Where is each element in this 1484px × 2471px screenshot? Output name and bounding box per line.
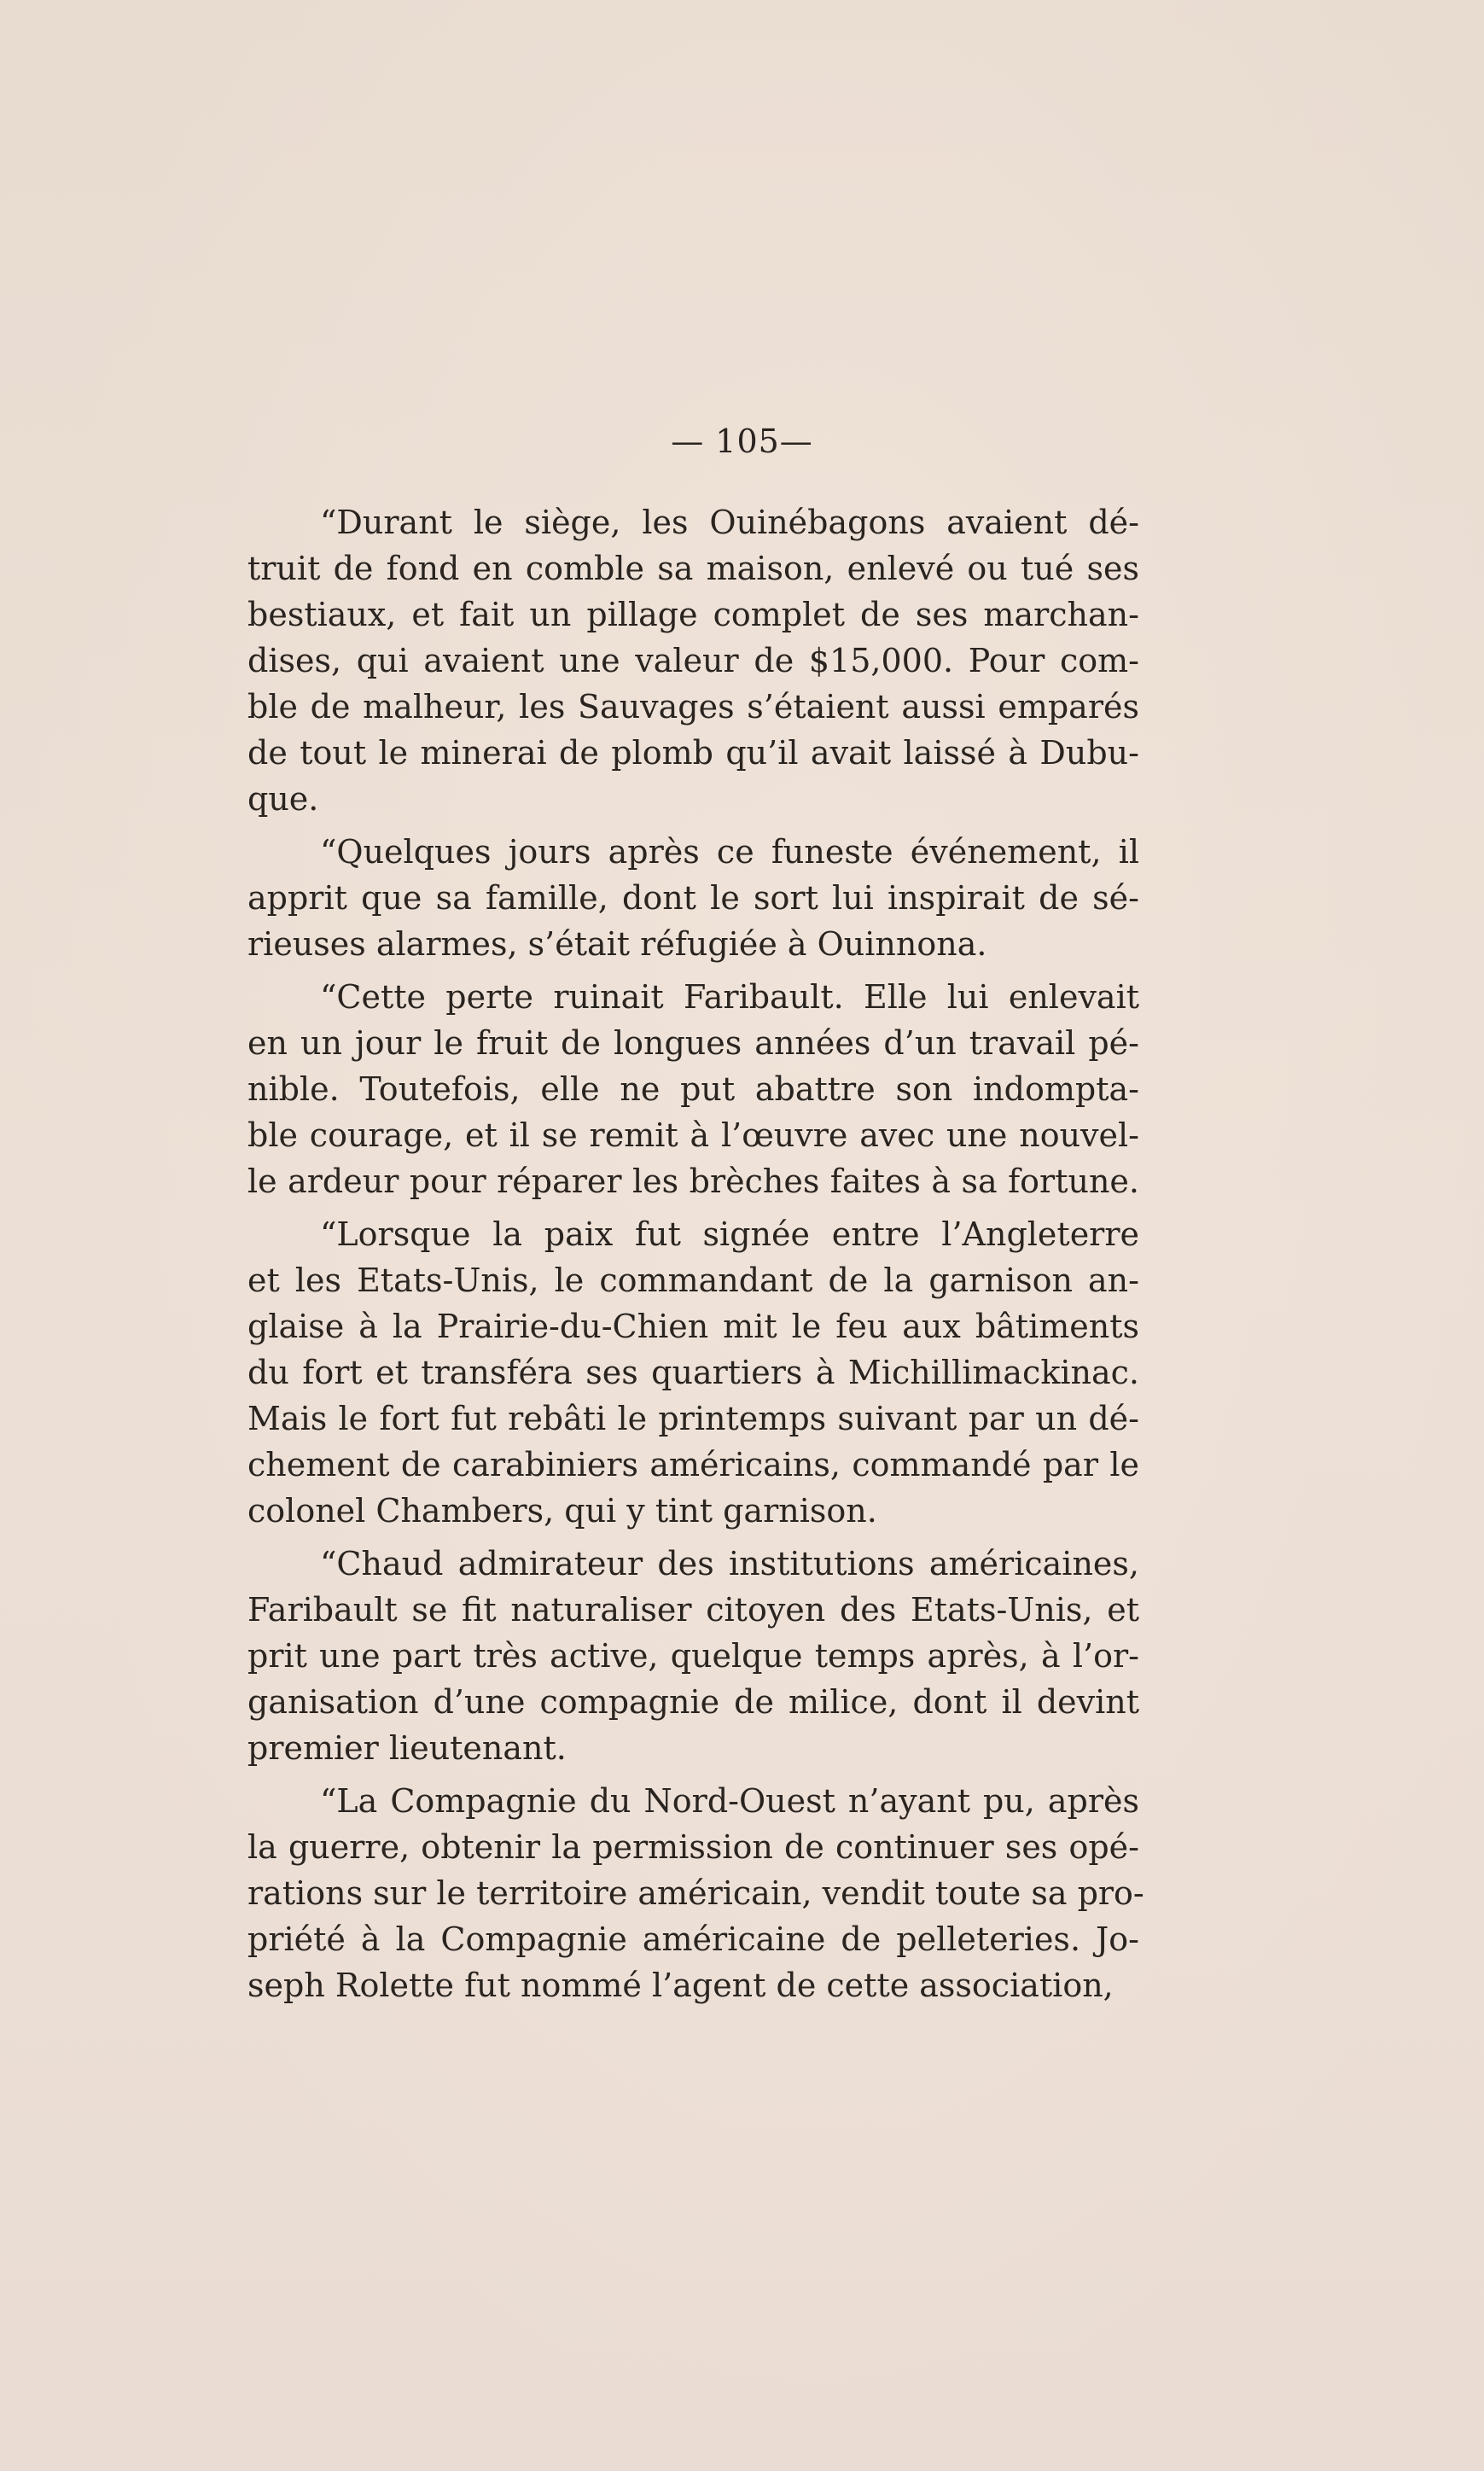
text-line: bestiaux, et fait un pillage complet de ses marchan-: [247, 596, 1139, 633]
text-line: ble courage, et il se remit à l’œuvre avec une nouvel-: [247, 1116, 1139, 1154]
text-line: la guerre, obtenir la permission de continuer ses opé-: [247, 1828, 1139, 1866]
text-line: chement de carabiniers américains, commandé par le: [247, 1446, 1139, 1483]
paragraph: [247, 499, 1139, 822]
text-line: dises, qui avaient une valeur de $15,000. Pour com-: [247, 642, 1139, 679]
text-line: du fort et transféra ses quartiers à Michillimackinac.: [247, 1354, 1139, 1391]
text-line: ganisation d’une compagnie de milice, dont il devint: [247, 1683, 1139, 1721]
text-line: seph Rolette fut nommé l’agent de cette association,: [247, 1967, 1114, 2004]
text-line: ble de malheur, les Sauvages s’étaient aussi emparés: [247, 688, 1139, 726]
paragraph: [247, 829, 1139, 967]
text-line: truit de fond en comble sa maison, enlevé ou tué ses: [247, 550, 1139, 587]
paragraph: [247, 1778, 1144, 2008]
text-line: glaise à la Prairie-du-Chien mit le feu aux bâtiments: [247, 1308, 1139, 1345]
text-line: prit une part très active, quelque temps après, à l’or-: [247, 1637, 1139, 1675]
text-line: “Cette perte ruinait Faribault. Elle lui enlevait: [320, 978, 1139, 1016]
text-line: et les Etats-Unis, le commandant de la garnison an-: [247, 1262, 1139, 1299]
text-line: en un jour le fruit de longues années d’un travail pé-: [247, 1024, 1139, 1062]
text-line: Faribault se fit naturaliser citoyen des Etats-Unis, et: [247, 1591, 1139, 1629]
text-line: apprit que sa famille, dont le sort lui inspirait de sé-: [247, 879, 1139, 917]
text-line: “La Compagnie du Nord-Ouest n’ayant pu, après: [320, 1782, 1139, 1820]
text-line: rations sur le territoire américain, vendit toute sa pro-: [247, 1874, 1144, 1912]
text-line: “Quelques jours après ce funeste événement, il: [320, 833, 1139, 871]
text-line: que.: [247, 780, 319, 818]
paragraph: [247, 974, 1139, 1204]
paragraph: [247, 1211, 1139, 1534]
text-line: rieuses alarmes, s’était réfugiée à Ouinnona.: [247, 925, 987, 963]
text-line: priété à la Compagnie américaine de pelleteries. Jo-: [247, 1920, 1139, 1958]
text-line: “Durant le siège, les Ouinébagons avaient dé-: [320, 504, 1139, 541]
text-line: Mais le fort fut rebâti le printemps suivant par un dé-: [247, 1400, 1139, 1437]
page-number: — 105—: [671, 423, 813, 460]
text-line: colonel Chambers, qui y tint garnison.: [247, 1492, 877, 1530]
text-line: premier lieutenant.: [247, 1729, 567, 1767]
text-line: le ardeur pour réparer les brèches faites à sa fortune.: [247, 1163, 1139, 1200]
text-line: nible. Toutefois, elle ne put abattre son indompta-: [247, 1070, 1139, 1108]
text-line: “Chaud admirateur des institutions américaines,: [320, 1545, 1139, 1582]
body-text: [247, 499, 1144, 2008]
paragraph: [247, 1541, 1139, 1771]
text-line: de tout le minerai de plomb qu’il avait laissé à Dubu-: [247, 734, 1139, 772]
text-line: “Lorsque la paix fut signée entre l’Angleterre: [320, 1215, 1139, 1253]
